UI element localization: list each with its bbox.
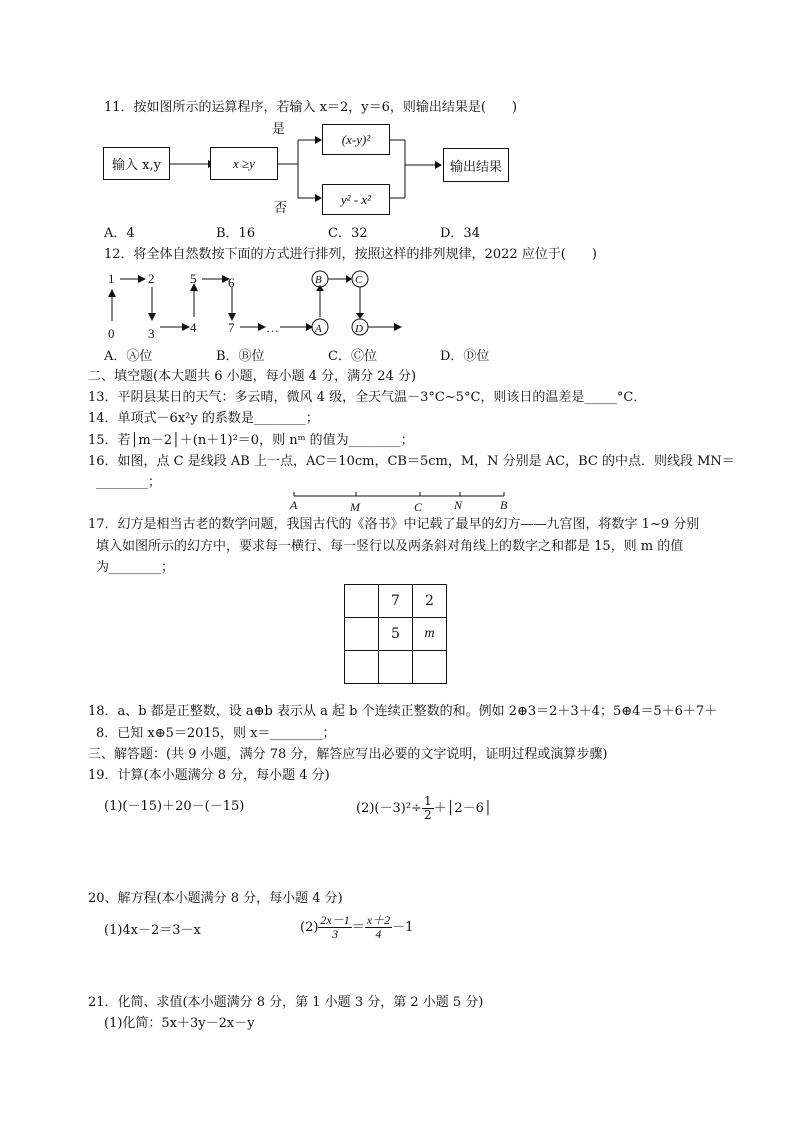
q12-num-3: 3 xyxy=(148,326,155,341)
q20-part1: (1)4x－2＝3－x xyxy=(104,923,201,938)
q19-part2-lead: (2)(－3)²÷ xyxy=(356,801,422,816)
q12-stem: 12．将全体自然数按下面的方式进行排列，按照这样的排列规律，2022 应位于( ) xyxy=(104,247,597,262)
q18-line2: 8．已知 x⊕5＝2015，则 x＝________； xyxy=(96,726,336,741)
q16-line1: 16．如图，点 C 是线段 AB 上一点，AC＝10cm，CB＝5cm，M，N 分别是 AC，BC 的中点．则线段 MN＝ xyxy=(88,454,735,469)
q14: 14．单项式－6x²y 的系数是________； xyxy=(88,411,319,426)
q12-num-0: 0 xyxy=(108,326,115,341)
q16-point-n: N xyxy=(454,498,463,512)
q11-yes-expr-box: (x-y)² xyxy=(322,124,390,155)
section2-heading: 二、填空题(本大题共 6 小题，每小题 4 分，满分 24 分) xyxy=(88,369,417,384)
q12-num-1: 1 xyxy=(108,271,115,286)
q12-num-2: 2 xyxy=(148,271,155,286)
grid-cell-m: m xyxy=(413,618,447,651)
q11-output-box: 输出结果 xyxy=(443,148,509,182)
q11-condition-box: x ≥y xyxy=(210,147,278,180)
q20-frac1-den: 3 xyxy=(332,927,339,941)
grid-cell: 2 xyxy=(413,585,447,618)
q16-line2: ________； xyxy=(96,475,162,490)
q20-title: 20、解方程(本小题满分 8 分，每小题 4 分) xyxy=(88,891,343,906)
q16-point-a: A xyxy=(290,498,298,512)
q16-point-b: B xyxy=(500,498,508,512)
q12-num-6: 6 xyxy=(228,275,235,290)
grid-cell: 7 xyxy=(379,585,413,618)
q12-sequence-diagram xyxy=(100,265,420,345)
q19-fraction xyxy=(422,795,434,822)
q12-option-b: B．Ⓑ位 xyxy=(216,349,265,364)
q19-frac-num: 1 xyxy=(423,794,432,808)
q11-no-label: 否 xyxy=(274,201,288,216)
q21-part1: (1)化简：5x＋3y－2x－y xyxy=(104,1016,255,1031)
grid-cell: 5 xyxy=(379,618,413,651)
q12-circle-a: A xyxy=(315,323,322,335)
grid-cell xyxy=(345,585,379,618)
q12-num-7: 7 xyxy=(228,320,235,335)
q12-ellipsis: … xyxy=(266,320,279,335)
q17-line1: 17．幻方是相当古老的数学问题，我国古代的《洛书》中记载了最早的幻方——九宫图，将数字 1~9 分别 xyxy=(88,517,700,532)
grid-cell xyxy=(379,651,413,684)
q19-part1: (1)(－15)＋20－(－15) xyxy=(104,799,245,814)
q11-option-b: B．16 xyxy=(216,226,256,241)
q19-part2-tail: ＋│2－6│ xyxy=(433,801,492,816)
q12-option-a: A．Ⓐ位 xyxy=(104,349,153,364)
q19-title: 19．计算(本小题满分 8 分，每小题 4 分) xyxy=(88,768,330,783)
q11-option-d: D．34 xyxy=(440,226,480,241)
q19-part2 xyxy=(356,795,492,822)
grid-cell xyxy=(413,651,447,684)
q20-fraction-1 xyxy=(318,914,351,941)
q11-option-c: C．32 xyxy=(328,226,368,241)
section3-heading: 三、解答题：(共 9 小题，满分 78 分，解答应写出必要的文字说明，证明过程或演算步骤) xyxy=(88,747,608,762)
q20-part2-lead: (2) xyxy=(300,920,319,935)
q17-line2: 填入如图所示的幻方中，要求每一横行、每一竖行以及两条斜对角线上的数字之和都是 15，则 m 的值 xyxy=(96,539,684,554)
grid-cell xyxy=(345,651,379,684)
q20-frac2-num: x＋2 xyxy=(366,913,391,927)
q20-part2-tail: －1 xyxy=(392,920,414,935)
grid-cell xyxy=(345,618,379,651)
q20-equals: ＝ xyxy=(351,920,365,935)
q12-num-5: 5 xyxy=(190,271,197,286)
q16-point-m: M xyxy=(350,500,360,514)
q16-point-c: C xyxy=(414,500,423,514)
q12-num-4: 4 xyxy=(190,320,197,335)
q17-magic-square xyxy=(344,584,447,684)
q11-stem: 11．按如图所示的运算程序，若输入 x＝2，y＝6，则输出结果是( ) xyxy=(104,100,518,115)
q21-title: 21．化简、求值(本小题满分 8 分，第 1 小题 3 分，第 2 小题 5 分) xyxy=(88,995,484,1010)
q12-circle-c: C xyxy=(355,274,363,286)
q11-input-box: 输入 x,y xyxy=(103,147,170,180)
q18-line1: 18．a、b 都是正整数，设 a⊕b 表示从 a 起 b 个连续正整数的和。例如 2⊕3＝2＋3＋4；5⊕4＝5＋6＋7＋ xyxy=(88,704,718,719)
q13: 13．平阴县某日的天气：多云晴，微风 4 级，全天气温－3°C~5°C，则该日的温差是_____°C． xyxy=(88,390,647,405)
q20-part2 xyxy=(300,914,413,941)
q15: 15．若│m－2│＋(n＋1)²＝0，则 nᵐ 的值为________； xyxy=(88,433,414,448)
q17-line3: 为________； xyxy=(96,560,175,575)
q19-frac-den: 2 xyxy=(423,808,432,822)
q12-option-d: D．Ⓓ位 xyxy=(440,349,490,364)
q11-no-expr-box: y² - x² xyxy=(322,184,390,215)
q11-yes-label: 是 xyxy=(272,122,286,137)
q20-frac2-den: 4 xyxy=(375,927,382,941)
q11-option-a: A．4 xyxy=(104,226,135,241)
q12-circle-d: D xyxy=(355,323,363,335)
q20-frac1-num: 2x－1 xyxy=(320,913,350,927)
q16-segment-diagram xyxy=(286,488,516,514)
q12-option-c: C．Ⓒ位 xyxy=(328,349,377,364)
q12-circle-b: B xyxy=(315,274,322,286)
q20-fraction-2 xyxy=(365,914,392,941)
